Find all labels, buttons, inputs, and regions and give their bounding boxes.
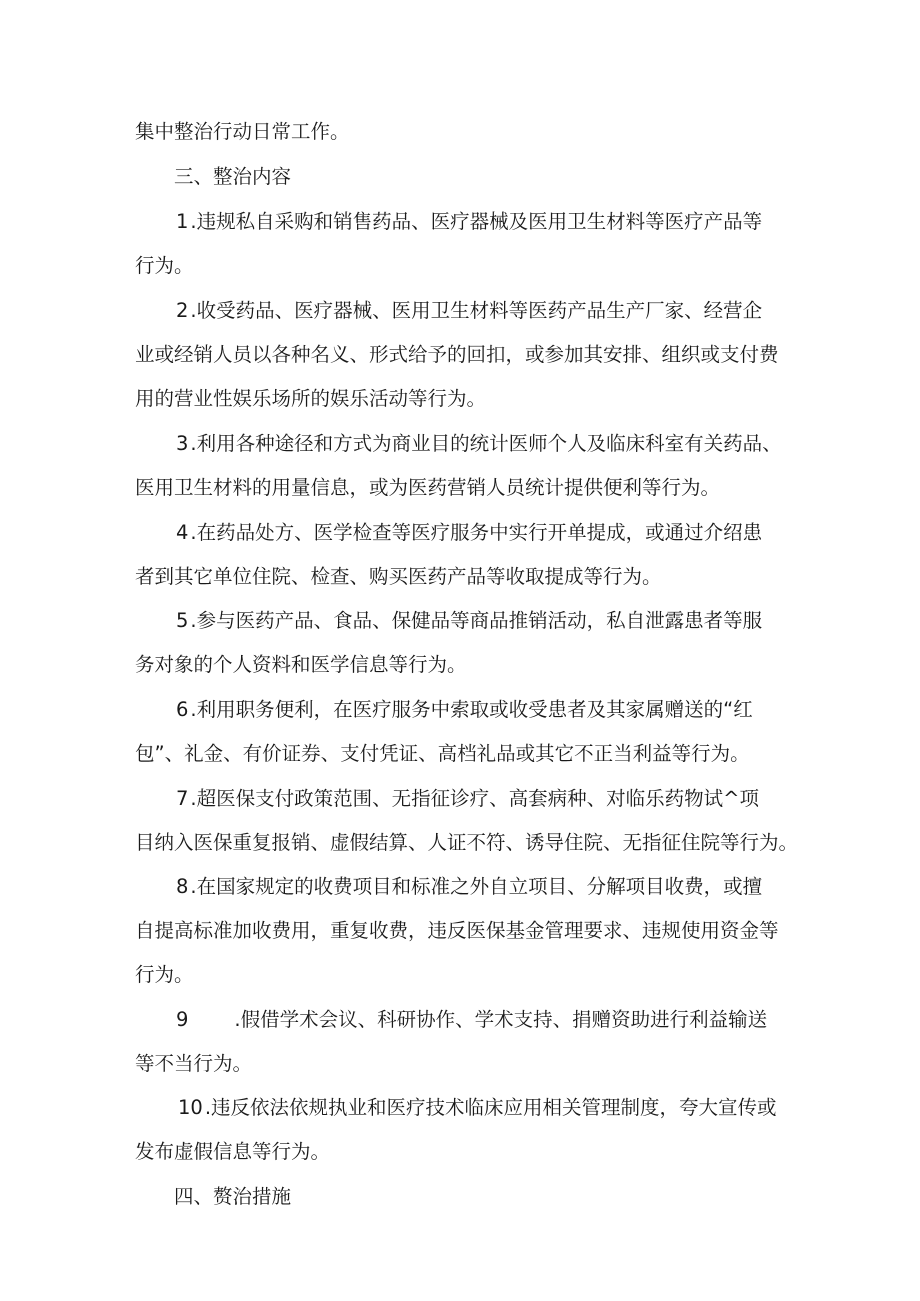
item-2-line-1: 2 .收受药品、医疗器械、医用卫生材料等医药产品生产厂家、经营企 xyxy=(0,296,920,326)
item-6-line-2: 包”、礼金、有价证券、支付凭证、高档礼品或其它不正当利益等行为。 xyxy=(135,742,750,765)
item-3-dot: . xyxy=(190,432,197,455)
item-8-number: 8 xyxy=(176,875,189,898)
item-4-line-1: 4 .在药品处方、医学检查等医疗服务中实行开单提成，或通过介绍患 xyxy=(0,518,920,548)
intro-tail-line: 集中整治行动日常工作。 xyxy=(135,120,350,143)
item-1-line-2: 行为。 xyxy=(135,254,194,277)
item-2-line-3: 用的营业性娱乐场所的娱乐活动等行为。 xyxy=(135,387,487,410)
item-3-line-2: 医用卫生材料的用量信息，或为医药营销人员统计提供便利等行为。 xyxy=(135,476,721,499)
item-8-line-2: 自提高标准加收费用，重复收费，违反医保基金管理要求、违规使用资金等 xyxy=(135,919,779,942)
item-6-number: 6 xyxy=(176,698,189,721)
item-7-number: 7 xyxy=(176,787,189,810)
item-5-line-1: 5 .参与医药产品、食品、保健品等商品推销活动，私自泄露患者等服 xyxy=(0,606,920,636)
item-3-number: 3 xyxy=(176,432,189,455)
item-2-dot: . xyxy=(190,299,197,322)
item-2-number: 2 xyxy=(176,299,189,322)
item-8-dot: . xyxy=(190,875,197,898)
item-5-number: 5 xyxy=(176,609,189,632)
item-8-line-3: 行为。 xyxy=(135,963,194,986)
item-10-number: 10 xyxy=(178,1096,203,1119)
item-7-dot: . xyxy=(190,787,197,810)
item-6-line-1: 6 .利用职务便利，在医疗服务中索取或收受患者及其家属赠送的“红 xyxy=(0,695,920,725)
item-10-line-2: 发布虚假信息等行为。 xyxy=(135,1140,331,1163)
item-1-dot: . xyxy=(190,210,197,233)
item-9-number: 9 xyxy=(176,1008,189,1031)
item-4-line-2: 者到其它单位住院、检查、购买医药产品等收取提成等行为。 xyxy=(135,565,662,588)
item-10-line-1: 10 .违反依法依规执业和医疗技术临床应用相关管理制度，夸大宣传或 xyxy=(0,1093,920,1123)
item-7-line-1: 7 .超医保支付政策范围、无指征诊疗、高套病种、对临乐药物试^项 xyxy=(0,784,920,814)
item-6-dot: . xyxy=(190,698,197,721)
item-5-line-2: 务对象的个人资料和医学信息等行为。 xyxy=(135,653,467,676)
item-4-dot: . xyxy=(190,521,197,544)
item-9-line-1: 9 .假借学术会议、科研协作、学术支持、捐赠资助进行利益输送 xyxy=(0,1005,920,1035)
item-1-line-1: 1 .违规私自采购和销售药品、医疗器械及医用卫生材料等医疗产品等 xyxy=(0,207,920,237)
item-1-number: 1 xyxy=(176,210,189,233)
item-4-number: 4 xyxy=(176,521,189,544)
section-3-heading: 三、整治内容 xyxy=(174,165,292,188)
item-9-dot: . xyxy=(234,1008,241,1031)
item-9-line-2: 等不当行为。 xyxy=(135,1052,253,1075)
item-7-line-2: 目纳入医保重复报销、虚假结算、人证不符、诱导住院、无指征住院等行为。 xyxy=(135,831,799,854)
item-5-dot: . xyxy=(190,609,197,632)
item-8-line-1: 8 .在国家规定的收费项目和标准之外自立项目、分解项目收费，或擅 xyxy=(0,872,920,902)
item-3-line-1: 3 .利用各种途径和方式为商业目的统计医师个人及临床科室有关药品、 xyxy=(0,429,920,459)
section-4-heading: 四、赘治措施 xyxy=(174,1185,292,1208)
item-10-dot: . xyxy=(204,1096,212,1119)
item-2-line-2: 业或经销人员以各种名义、形式给予的回扣，或参加其安排、组织或支付费 xyxy=(135,343,779,366)
